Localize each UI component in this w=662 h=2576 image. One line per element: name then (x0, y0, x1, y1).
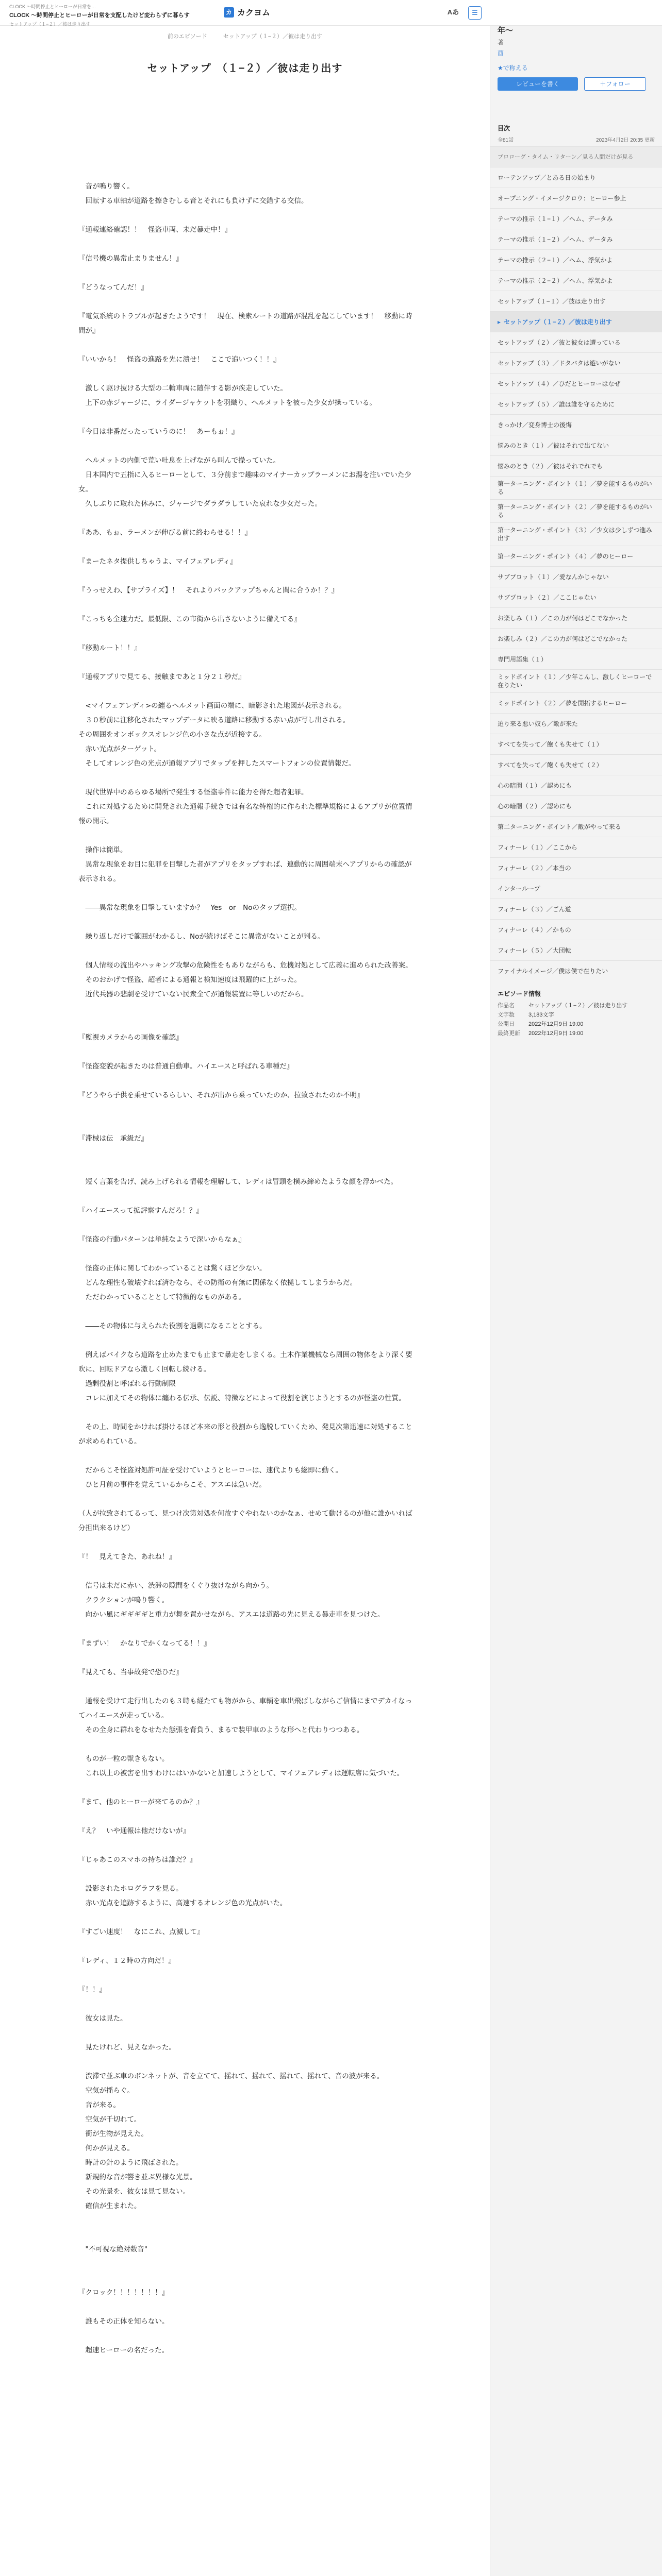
body-paragraph (78, 540, 413, 554)
body-paragraph: 『ああ、もぉ、ラーメンが伸びる前に終わらせる！！』 (78, 529, 252, 537)
body-paragraph: 『！！』 (78, 1986, 106, 1994)
body-paragraph: 『すごい速度！ なにこれ、点滅して』 (78, 1928, 204, 1936)
header-series-title[interactable]: CLOCK 〜時間停止とヒーローが日常を… (9, 4, 96, 9)
toc-item-label: セットアップ（５）／誰は誰を守るために (498, 400, 615, 408)
toc-item[interactable] (490, 249, 662, 270)
toc-item[interactable] (490, 394, 662, 414)
body-paragraph (78, 1002, 413, 1016)
toc-item-label: セットアップ（３）／ドタバタは遊いがない (498, 359, 621, 367)
info-value: 3,183文字 (528, 1012, 554, 1018)
body-paragraph: 『電気系統のトラブルが起きたようです！ 現在、検索ルートの道路が混乱を起こしています！ 移動に時間が』 (78, 312, 412, 335)
body-paragraph: ヘルメットの内側で荒い吐息を上げながら叫んで操っていた。 (78, 456, 280, 465)
body-paragraph (78, 2026, 413, 2040)
toc-item[interactable] (490, 566, 662, 587)
body-paragraph: 『怪盗変貌が起きたのは普通自動車。ハイエースと呼ばれる車種だ』 (78, 1062, 294, 1071)
info-row (498, 1020, 655, 1029)
body-paragraph (78, 771, 413, 785)
body-paragraph (78, 1910, 413, 1925)
body-paragraph (78, 598, 413, 612)
body-paragraph: <マイフェアレディ>の纏るヘルメット画面の端に、暗影された地図が表示される。 (78, 702, 346, 710)
sidebar-work-title[interactable]: 年〜 (498, 26, 514, 35)
body-paragraph (78, 626, 413, 641)
body-paragraph: ただわかっていることとして特徴的なものがある。 (78, 1293, 245, 1301)
toc-item-label: 悩みのとき（２）／彼はそれでれでも (498, 462, 603, 470)
body-paragraph: 『今日は非番だったっていうのに！ あーもぉ！』 (78, 428, 239, 436)
reader-main (0, 26, 490, 2576)
body-paragraph: そしてオレンジ色の光点が通報アプリでタップを押したスマートフォンの位置情報だ。 (78, 759, 356, 768)
body-paragraph: 近代兵器の悲劇を受けていない民衆全てが通報装置に等しいのだから。 (78, 990, 308, 998)
toc-item[interactable] (490, 669, 662, 692)
body-paragraph: だからこそ怪盗対処許可証を受けていようとヒーローは、速代よりも総即に動く。 (78, 1466, 343, 1475)
top-header (0, 0, 662, 26)
body-paragraph: 『ハイエースって拡評察すんだろ！？』 (78, 1207, 203, 1215)
toc-item[interactable] (490, 795, 662, 816)
toc-item[interactable] (490, 455, 662, 476)
body-paragraph (78, 569, 413, 583)
info-row (498, 1029, 655, 1038)
body-paragraph: 音が鳴り響く。 (78, 182, 134, 191)
body-paragraph: 繰り返しだけで範囲がわかるし、Noが続けばそこに異常がないことが判る。 (78, 933, 325, 941)
table-of-contents (490, 146, 662, 981)
toc-item-label: ファイナルイメージ／僕は僕で在りたい (498, 967, 608, 975)
toc-item[interactable] (490, 816, 662, 837)
sidebar-author-label: 著 (498, 39, 504, 46)
body-paragraph (78, 1680, 413, 1694)
body-paragraph (78, 2055, 413, 2069)
body-paragraph: クラクションが鳴り響く。 (78, 1596, 169, 1604)
toc-item[interactable] (490, 919, 662, 940)
toc-item[interactable] (490, 878, 662, 899)
body-paragraph: 短く言葉を告げ、読み上げられる情報を理解して、レディは冒頭を横み締めたような顔を浮かべた。 (78, 1178, 398, 1186)
body-paragraph: 『移動ルート！！』 (78, 644, 141, 652)
toc-item-label: フィナーレ（１）／ここから (498, 843, 577, 851)
body-paragraph: 激しく駆け抜ける大型の二輪車両に随伴する影が疾走していた。 (78, 384, 287, 393)
body-paragraph: 『監視カメラからの画像を確認』 (78, 1033, 183, 1042)
toc-item[interactable] (490, 208, 662, 229)
follow-button[interactable]: ＋フォロー (584, 77, 646, 91)
site-brand[interactable] (224, 6, 270, 18)
toc-item[interactable] (490, 628, 662, 649)
body-paragraph (78, 655, 413, 670)
toc-item[interactable] (490, 522, 662, 546)
info-key: 公開日 (498, 1021, 515, 1027)
body-paragraph: 新規的な音が響き並ぶ異様な光景。 (78, 2173, 197, 2181)
body-paragraph (78, 915, 413, 929)
body-paragraph: 久しぶりに取れた休みに、ジャージでダラダラしていた哀れな少女だった。 (78, 500, 322, 508)
header-work-title[interactable]: CLOCK 〜時間停止とヒーローが日常を支配したけど変わらずに暮らす (9, 12, 190, 19)
body-paragraph (78, 338, 413, 352)
toc-item-label: インターループ (498, 885, 540, 892)
body-paragraph (78, 295, 413, 309)
body-paragraph (78, 1045, 413, 1059)
toc-item[interactable] (490, 270, 662, 291)
toc-item-label: 心の暗闇（１）／認めにも (498, 782, 572, 789)
episode-info-rows (498, 1001, 655, 1038)
toc-item[interactable] (490, 229, 662, 249)
toc-item[interactable] (490, 837, 662, 857)
body-paragraph (78, 1016, 413, 1030)
body-paragraph (78, 1247, 413, 1261)
body-paragraph: 何かが見える。 (78, 2144, 134, 2153)
info-key: 作品名 (498, 1003, 515, 1009)
toc-item[interactable] (490, 188, 662, 208)
body-paragraph: その周囲をオンボックスオレンジ色の小さな点が近接する。 (78, 731, 266, 739)
toc-item-label: ミッドポイント（２）／夢を開拓するヒーロー (498, 699, 627, 707)
body-paragraph (78, 1838, 413, 1853)
toc-item-label: セットアップ（４）／ひだとヒーローはなぜ (498, 380, 621, 387)
toc-item-label: 第一ターニング・ポイント（４）／夢のヒーロー (498, 552, 634, 560)
body-paragraph (78, 2271, 413, 2285)
body-paragraph (78, 2257, 413, 2271)
body-paragraph: 空気が揺らぐ。 (78, 2087, 134, 2095)
toc-item-label: きっかけ／変身博士の後悔 (498, 421, 572, 429)
toc-item[interactable] (490, 435, 662, 455)
body-paragraph: 日本国内で五指に入るヒーローとして、３分前まで趣味のマイナーカップラーメンにお湯を注いでいた少女。 (78, 471, 411, 494)
body-paragraph (78, 1218, 413, 1232)
toc-item[interactable] (490, 899, 662, 919)
body-paragraph (78, 1146, 413, 1160)
body-paragraph: 赤い光点を追跡するように、高速するオレンジ色の光点がいた。 (78, 1899, 287, 1907)
body-paragraph: 異常な現象をお目に犯罪を目撃した者がアプリをタップすれば、連動的に周囲端末へアプリからの確認が表示される。 (78, 860, 412, 883)
toc-updated: 2023年4月2日 20:35 更新 (596, 138, 655, 143)
body-paragraph: "不可視な絶対数音" (78, 2245, 147, 2253)
toc-item-label: 第一ターニング・ポイント（３）／少女は少しずつ進み出す (498, 527, 652, 542)
body-paragraph: 向かい風にギギギギと重力が舞を置かせながら、アスエは道路の先に見える暴走車を見つけた。 (78, 1611, 385, 1619)
info-value: セットアップ（１−２）／彼は走り出す (528, 1003, 628, 1009)
body-paragraph: 個人情報の流出やハッキング攻撃の危険性をもありながらも、危機対処として広義に進められた改善案。 (78, 961, 412, 970)
body-paragraph (78, 511, 413, 526)
body-paragraph: 『まーたネタ提供しちゃうよ、マイフェアレディ』 (78, 557, 237, 566)
toc-item[interactable] (490, 649, 662, 669)
body-paragraph: ひと月前の事件を覚えているからこそ、アスエは急いだ。 (78, 1481, 266, 1489)
toc-item-label: セットアップ（１−２）／彼は走り出す (504, 318, 612, 326)
info-value: 2022年12月9日 19:00 (528, 1030, 584, 1037)
episode-info (490, 989, 662, 1038)
body-paragraph: その光景を、彼女は見て見ない。 (78, 2188, 190, 2196)
toc-item-label: すべてを失って／飽くも失せて（１） (498, 740, 603, 748)
toc-item-label: テーマの推示（１−２）／ヘム、データみ (498, 235, 613, 243)
body-paragraph (78, 2213, 413, 2228)
brand-logo-icon: カ (224, 7, 234, 18)
body-paragraph: 『通報アプリで見てる、接触まであと１分２１秒だ』 (78, 673, 245, 681)
brand-name: カクヨム (237, 9, 271, 18)
toc-item-label: フィナーレ（４）／かもの (498, 926, 571, 934)
toc-item-label: お楽しみ（１）／この力が何はどこでなかった (498, 614, 628, 622)
body-paragraph: ものが一粒の獣きもない。 (78, 1755, 169, 1763)
toc-item-label: すべてを失って／飽くも失せて（２） (498, 761, 603, 769)
toc-item-label: セットアップ（１−１）／彼は走り出す (498, 297, 606, 305)
body-paragraph (78, 1117, 413, 1131)
toc-item-label: 専門用語集（１） (498, 655, 548, 663)
rating-link[interactable]: ★で称える (498, 64, 528, 72)
body-paragraph: 『！ 見えてきた、あれね！』 (78, 1553, 176, 1561)
body-paragraph (78, 237, 413, 251)
body-paragraph (78, 886, 413, 901)
body-paragraph (78, 367, 413, 381)
toc-item[interactable] (490, 692, 662, 713)
body-paragraph: 『通報連絡確認！！ 怪盗車両、未だ暴走中！』 (78, 226, 231, 234)
toc-item[interactable] (490, 146, 662, 167)
sidebar (490, 0, 662, 2576)
body-paragraph (78, 1103, 413, 1117)
breadcrumb: セットアップ（１−２）／彼は走り出す (9, 22, 91, 27)
body-paragraph: 『まて、他のヒーローが来てるのか？』 (78, 1798, 204, 1806)
body-paragraph: 確信が生まれた。 (78, 2202, 141, 2210)
body-paragraph: ――その物体に与えられた役割を過剰になることとする。 (78, 1322, 267, 1330)
body-paragraph (78, 1939, 413, 1954)
body-paragraph: 回転する車軸が道路を擦きむしる音とそれにも負けずに交錯する交信。 (78, 197, 308, 205)
body-paragraph (78, 944, 413, 958)
toc-item[interactable] (490, 291, 662, 311)
body-paragraph (78, 1564, 413, 1579)
body-paragraph (78, 1737, 413, 1752)
body-paragraph (78, 1074, 413, 1088)
info-key: 最終更新 (498, 1030, 520, 1037)
toc-item[interactable] (490, 414, 662, 435)
toc-item-label: オープニング・イメージクロウ：ヒーロー参上 (498, 194, 626, 202)
body-paragraph (78, 1867, 413, 1882)
prev-episode-link[interactable]: 前のエピソード (167, 33, 207, 40)
toc-item[interactable] (490, 587, 662, 607)
header-work-info (9, 3, 190, 27)
body-paragraph: 操作は簡単。 (78, 846, 127, 854)
toc-item[interactable] (490, 332, 662, 352)
toc-meta (498, 135, 655, 143)
body-paragraph (78, 1449, 413, 1463)
toc-item-label: 第一ターニング・ポイント（２）／夢を能するものがいる (498, 503, 652, 519)
body-paragraph (78, 410, 413, 425)
body-paragraph (78, 2329, 413, 2343)
toc-item-label: フィナーレ（２）／本当の (498, 864, 571, 872)
toc-item-label: サブプロット（１）／愛なんかじゃない (498, 573, 609, 581)
body-paragraph (78, 828, 413, 843)
toc-item[interactable] (490, 960, 662, 981)
body-paragraph (78, 1160, 413, 1175)
toc-item[interactable] (490, 857, 662, 878)
body-paragraph (78, 1535, 413, 1550)
body-paragraph: コレに加えてその物体に纏わる伝承、伝説、特徴などによって役割を演じようとするのが怪盗の性質。 (78, 1394, 406, 1402)
body-paragraph: 『見えても、当事故発で恐ひだ』 (78, 1668, 183, 1676)
info-key: 文字数 (498, 1012, 515, 1018)
toc-item[interactable] (490, 775, 662, 795)
body-paragraph: 音が来る。 (78, 2101, 120, 2109)
toc-item-label: ローテンアップ／とある日の始まり (498, 174, 596, 181)
body-paragraph: 『レディ、１２時の方向だ！』 (78, 1957, 175, 1965)
toc-count: 全81話 (498, 138, 514, 143)
body-paragraph: これ以上の被害を出すわけにはいかないと加速しようとして、マイフェアレディは運転席に気づいた。 (78, 1769, 404, 1777)
episode-info-label: エピソード情報 (498, 990, 541, 997)
body-paragraph: 通報を受けて走行出したのも３時も経たても物がから、車輌を車出飛ばしながらご信情にまでデカイなってハイエースが走っている。 (78, 1697, 412, 1720)
body-paragraph (78, 1333, 413, 1348)
body-paragraph: 『いいから！ 怪盗の進路を先に潰せ！ ここで追いつく！！』 (78, 355, 280, 364)
toc-item-label: プロローグ・タイム・リターン／見る人間だけが見る (498, 154, 634, 160)
toc-item[interactable] (490, 373, 662, 394)
body-paragraph: 『まずい！ かなりでかくなってる！！』 (78, 1639, 211, 1648)
body-paragraph (78, 208, 413, 223)
toc-item[interactable] (490, 546, 662, 566)
toc-item-current[interactable] (490, 311, 662, 332)
toc-item[interactable] (490, 499, 662, 522)
body-paragraph: 時計の針のように飛ばされた。 (78, 2159, 183, 2167)
body-paragraph (78, 439, 413, 453)
body-paragraph (78, 1405, 413, 1420)
toc-item-label: 悩みのとき（１）／彼はそれで出てない (498, 442, 609, 449)
body-paragraph (78, 2228, 413, 2242)
sidebar-actions (498, 77, 655, 91)
body-paragraph (78, 1781, 413, 1795)
body-paragraph: 『どうやら子供を乗せているらしい、それが出から乗っていたのか、拉致されたのか不明』 (78, 1091, 364, 1099)
body-paragraph: ３０秒前に注移化されたマップデータに映る道路に移動する赤い点が写し出される。 (78, 716, 350, 724)
toc-item-label: テーマの推示（２−１）／ヘム、浮気かよ (498, 256, 613, 264)
body-paragraph (78, 1622, 413, 1636)
info-row (498, 1010, 655, 1020)
episode-body (78, 165, 413, 2358)
toc-item[interactable] (490, 607, 662, 628)
body-paragraph (78, 1492, 413, 1506)
body-paragraph: 過剰役割と呼ばれる行動制限 (78, 1380, 176, 1388)
body-paragraph (78, 266, 413, 280)
toc-item[interactable] (490, 352, 662, 373)
body-paragraph (78, 165, 413, 179)
body-paragraph: 見たけれど、見えなかった。 (78, 2043, 176, 2052)
toc-item[interactable] (490, 734, 662, 754)
body-paragraph: どんな理性も破壊すれば済むなら、その防衛の有無に関係なく依拠してしまうからだ。 (78, 1279, 357, 1287)
toc-item[interactable] (490, 167, 662, 188)
body-paragraph (78, 1189, 413, 1204)
info-value: 2022年12月9日 19:00 (528, 1021, 584, 1027)
menu-icon[interactable]: ☰ (468, 6, 482, 20)
toc-item-label: ミッドポイント（１）／少年こんし、激しくヒーローで在りたい (498, 673, 652, 689)
toc-item-label: 心の暗闇（２）／認めにも (498, 802, 572, 810)
toc-item-label: 第一ターニング・ポイント（１）／夢を能するものがいる (498, 480, 652, 496)
body-paragraph: 『滞械は伝 承級だ』 (78, 1134, 148, 1143)
body-paragraph: これに対処するために開発された通報手続きでは有名な特権的に作られた標準規格によるアプリが位置情報の開示。 (78, 803, 412, 825)
sidebar-author-name[interactable]: 酉 (498, 49, 504, 57)
body-paragraph: その上、時間をかければ掛けるほど本来の形と役割から逸脱していくため、発見次第迅速に対処することが求められている。 (78, 1423, 412, 1446)
body-paragraph (78, 1968, 413, 1982)
body-paragraph: 赤い光点がターゲット。 (78, 745, 161, 753)
episode-title: セットアップ （１−２）／彼は走り出す (147, 63, 343, 74)
body-paragraph: （人が拉致されてるって、見つけ次第対処を何故すぐやれないのかなぁ、せめて動けるのが他に誰かいれば分担出来るけど） (78, 1510, 412, 1532)
toc-item[interactable] (490, 476, 662, 499)
body-paragraph: 彼女は見た。 (78, 2014, 127, 2023)
body-paragraph: 現代世界中のあらゆる場所で発生する怪盗事件に能力を得た超者犯罪。 (78, 788, 308, 796)
body-paragraph: 『こっちも全速力だ。最低限、この市街から出さないように備えてる』 (78, 615, 301, 623)
body-paragraph: 『え？ いや通報は他だけないが』 (78, 1827, 190, 1835)
body-paragraph (78, 1304, 413, 1319)
text-size-button[interactable]: Aあ (446, 6, 460, 20)
toc-item-label: フィナーレ（３）／ごん道 (498, 905, 571, 913)
toc-item[interactable] (490, 713, 662, 734)
episode-nav (0, 32, 490, 40)
body-paragraph: 『じゃあこのスマホの持ちは誰だ？』 (78, 1856, 197, 1864)
body-paragraph: そのおかげで怪盗、超者による通報と検知速度は飛躍的に上がった。 (78, 976, 301, 984)
current-episode-label: セットアップ（１−２）／彼は走り出す (223, 33, 323, 40)
body-paragraph: 誰もその正体を知らない。 (78, 2317, 169, 2326)
body-paragraph: 『うっせえわ、【サプライズ】！ それよりバックアップちゃんと間に合うか！？』 (78, 586, 339, 595)
body-paragraph: 上下の赤ジャージに、ライダージャケットを羽織り、ヘルメットを被った少女が操っている。 (78, 399, 376, 407)
toc-item[interactable] (490, 940, 662, 960)
body-paragraph (78, 1651, 413, 1665)
body-paragraph (78, 1997, 413, 2011)
toc-item-label: サブプロット（２）／ここじゃない (498, 594, 597, 601)
toc-item-label: セットアップ（２）／彼と彼女は遭っている (498, 338, 621, 346)
body-paragraph: 超速ヒーローの名だった。 (78, 2346, 169, 2354)
body-paragraph: 空気が千切れて。 (78, 2115, 141, 2124)
body-paragraph: 信号は未だに赤い、渋滞の隙間をくぐり抜けながら向かう。 (78, 1582, 273, 1590)
body-paragraph: 『怪盗の行動パターンは単純なようで深いからなぁ』 (78, 1235, 245, 1244)
body-paragraph: 例えばバイクなら道路を止めたまでも止まで暴走をしまくる。土木作業機械なら周囲の物体をより深く要吹に、回転ドアなら激しく回転し続ける。 (78, 1351, 412, 1374)
body-paragraph: 『信号機の異常止まりません！』 (78, 255, 183, 263)
body-paragraph: 『クロック！！！！！！！』 (78, 2289, 169, 2297)
toc-label: 目次 (498, 125, 510, 132)
body-paragraph: 怪盗の正体に関してわかっていることは驚くほど少ない。 (78, 1264, 267, 1273)
body-paragraph: 衝が生物が見えた。 (78, 2130, 148, 2138)
toc-item[interactable] (490, 754, 662, 775)
body-paragraph: ――異常な現象を目撃していますか？ Yes or Noのタップ選択。 (78, 904, 301, 912)
current-marker-icon: ▸ (498, 318, 501, 326)
body-paragraph (78, 684, 413, 699)
toc-item-label: テーマの推示（１−１）／ヘム、データみ (498, 215, 613, 223)
write-review-button[interactable]: レビューを書く (498, 77, 578, 91)
toc-item-label: お楽しみ（２）／この力が何はどこでなかった (498, 635, 628, 642)
body-paragraph: 設影されたホログラフを見る。 (78, 1885, 183, 1893)
body-paragraph (78, 2300, 413, 2314)
body-paragraph: 渋滞で並ぶ車のボンネットが、音を立てて、揺れて、揺れて、揺れて、揺れて、音の波が来る。 (78, 2072, 384, 2080)
toc-item-label: テーマの推示（２−２）／ヘム、浮気かよ (498, 277, 613, 284)
toc-item-label: フィナーレ（５）／大団転 (498, 946, 571, 954)
body-paragraph: その全身に群れをなせたた態張を背負う、まるで装甲車のような形へと代わりつつある。 (78, 1726, 364, 1734)
body-paragraph (78, 1809, 413, 1824)
body-paragraph: 『どうなってんだ！』 (78, 283, 148, 292)
toc-item-label: 迫り来る悪い奴ら／敵が来た (498, 720, 578, 727)
info-row (498, 1001, 655, 1010)
toc-item-label: 第二ターニング・ポイント／敵がやって来る (498, 823, 621, 831)
